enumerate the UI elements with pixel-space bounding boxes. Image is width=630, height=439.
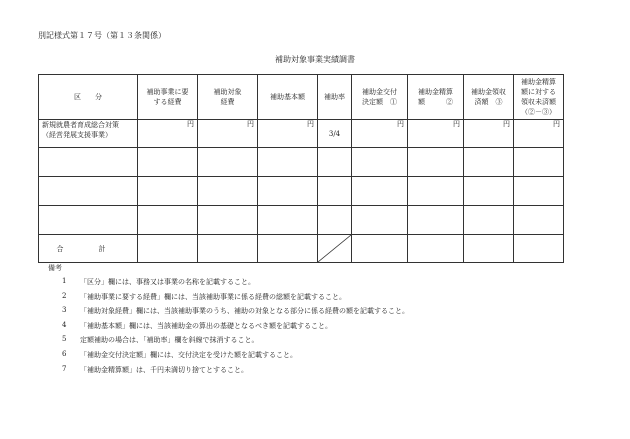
header-eligible: 補助対象 経費	[198, 75, 258, 120]
notes-section	[48, 263, 409, 379]
header-decision: 補助金交付 決定額 ①	[352, 75, 408, 120]
header-rate: 補助率	[318, 75, 352, 120]
header-settled: 補助金精算 額 ②	[408, 75, 464, 120]
header-base: 補助基本額	[258, 75, 318, 120]
rate-strikethrough-cell	[318, 235, 352, 263]
results-table	[38, 74, 564, 263]
yen-cell: 円	[198, 120, 258, 148]
yen-cell: 円	[514, 120, 564, 148]
total-row	[39, 235, 564, 263]
note-item: 3 「補助対象経費」欄には、当該補助事業のうち、補助の対象となる部分に係る経費の額を記載すること。	[62, 306, 409, 316]
form-number: 別記様式第１７号（第１３条関係）	[38, 31, 166, 40]
table-row	[39, 148, 564, 177]
note-item: 2 「補助事業に要する経費」欄には、当該補助事業に係る経費の総額を記載すること。	[62, 291, 346, 301]
yen-cell: 円	[138, 120, 198, 148]
note-item: 1 「区分」欄には、事務又は事業の名称を記載すること。	[62, 277, 255, 286]
table-row	[39, 177, 564, 206]
yen-cell: 円	[408, 120, 464, 148]
total-label: 合 計	[39, 235, 138, 263]
rate-cell: 3/4	[318, 120, 352, 148]
diagonal-line	[318, 235, 351, 262]
note-item: 6 「補助金交付決定額」欄には、交付決定を受けた額を記載すること。	[62, 349, 297, 359]
header-row	[39, 75, 564, 120]
note-item: 7 「補助金精算額」は、千円未満切り捨てとすること。	[62, 364, 248, 374]
document-title: 補助対象事業実績調書	[275, 55, 355, 64]
note-item: 5 定額補助の場合は、「補助率」欄を斜線で抹消すること。	[62, 335, 259, 345]
header-received: 補助金領収 済額 ③	[464, 75, 514, 120]
header-cost: 補助事業に要 する経費	[138, 75, 198, 120]
note-item: 4 「補助基本額」欄には、当該補助金の算出の基礎となるべき額を記載すること。	[62, 320, 332, 330]
header-unreceived: 補助金精算 額に対する 領収未済額 （②－③）	[514, 75, 564, 120]
yen-cell: 円	[464, 120, 514, 148]
yen-cell: 円	[352, 120, 408, 148]
table-row	[39, 120, 564, 148]
row-category-cell: 新規就農者育成総合対策 （経営発展支援事業）	[39, 120, 138, 148]
notes-heading: 備考	[48, 264, 62, 272]
yen-cell: 円	[258, 120, 318, 148]
header-category: 区 分	[39, 75, 138, 120]
table-row	[39, 206, 564, 235]
